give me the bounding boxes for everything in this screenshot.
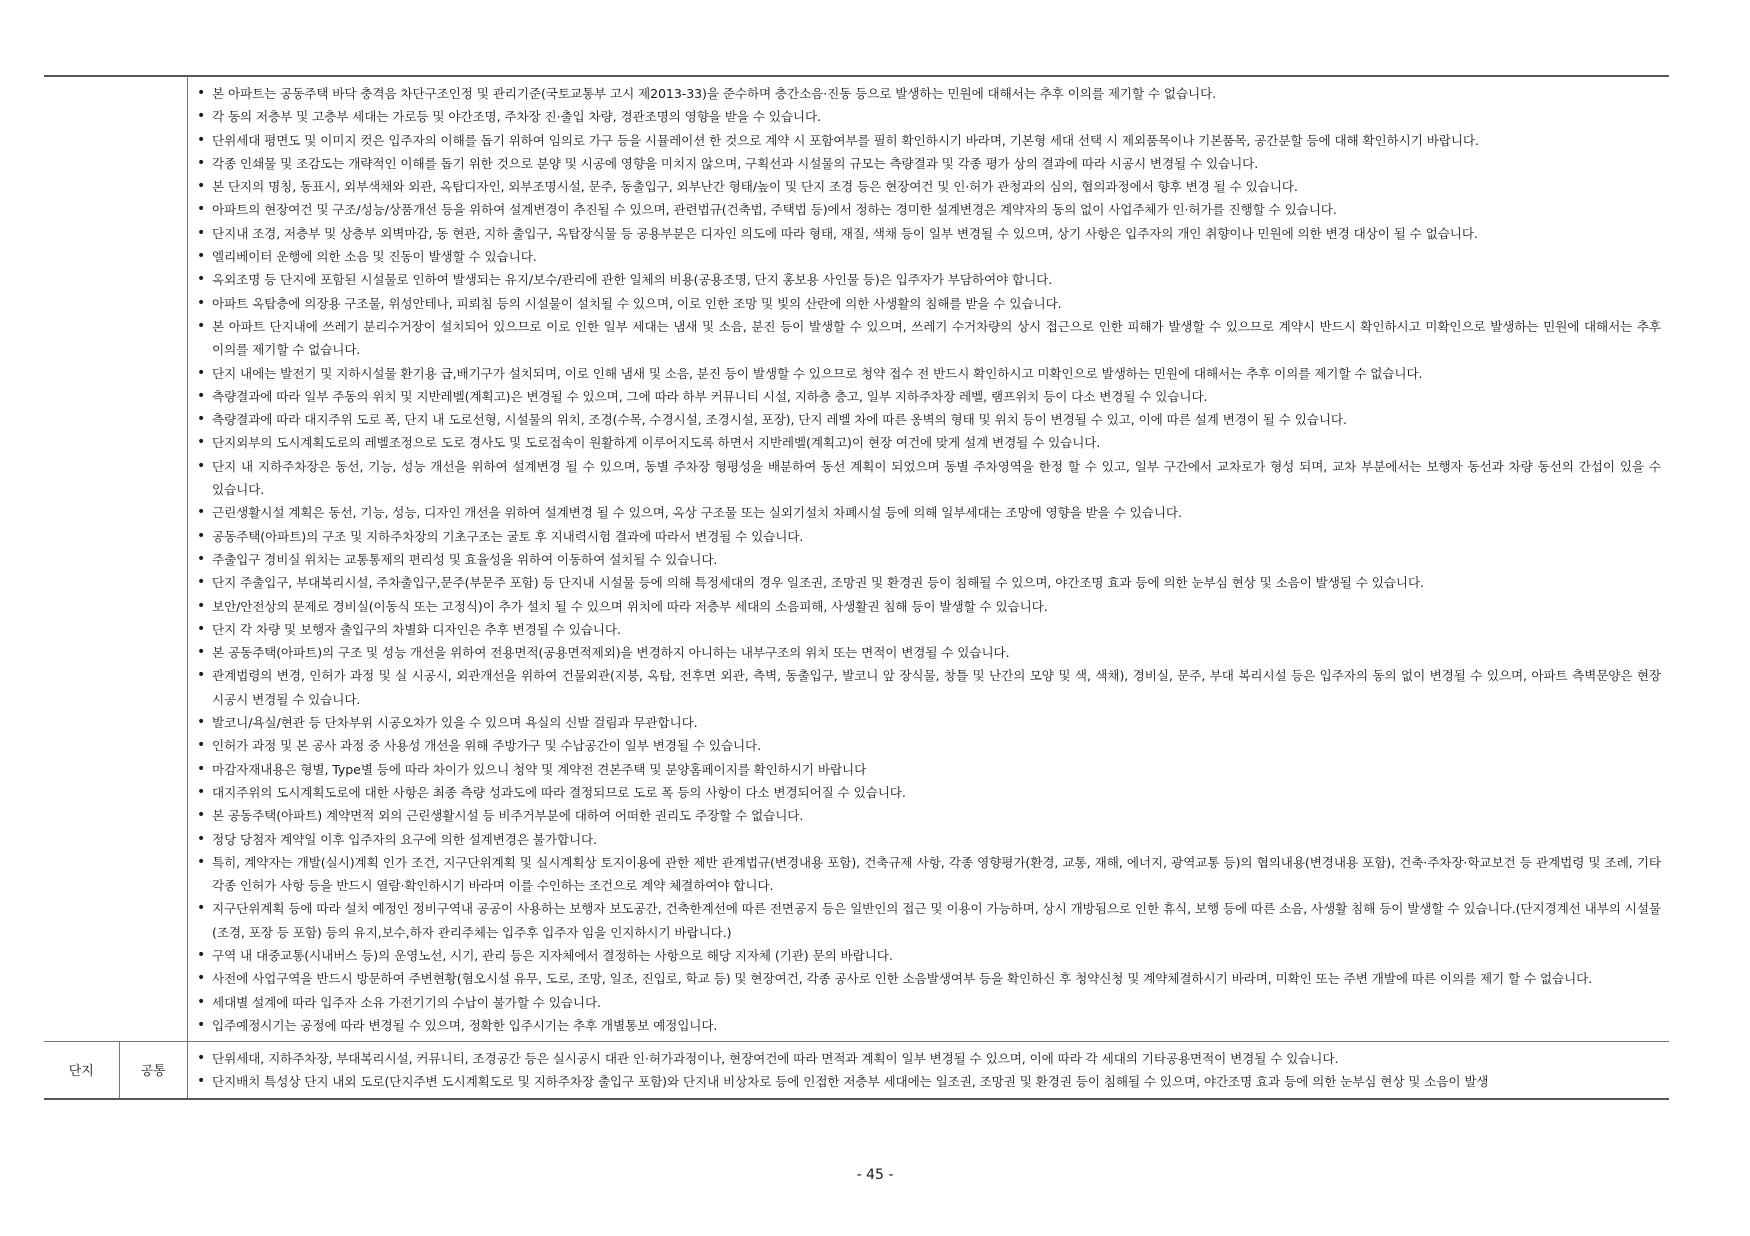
note-item: • 각종 인쇄물 및 조감도는 개략적인 이해를 돕기 위한 것으로 분양 및 시공에 영향을 미치지 않으며, 구획선과 시설물의 규모는 측량결과 및 각종 평가 상의 결과에 따라 시공시 변경될 수 있습니다. [197,152,1669,175]
note-item: • 단지 각 차량 및 보행자 출입구의 차별화 디자인은 추후 변경될 수 있습니다. [197,618,1669,641]
note-item: • 단지외부의 도시계획도로의 레벨조정으로 도로 경사도 및 도로접속이 원활하게 이루어지도록 하면서 지반레벨(계획고)이 현장 여건에 맞게 설계 변경될 수 있습니다. [197,431,1669,454]
notice-row-complex [44,1042,1669,1099]
note-item: • 단지 내 지하주차장은 동선, 기능, 성능 개선을 위하여 설계변경 될 수 있으며, 동별 주차장 형평성을 배분하여 동선 계획이 되었으며 동별 주차영역을 한정 할 수 있고, 일부 구간에서 교차로가 형성 되며, 교차 부분에서는 보행자 동선과 차량 동선의 간섭이 있을 수 있습니다. [197,455,1669,502]
note-item: • 지구단위계획 등에 따라 설치 예정인 정비구역내 공공이 사용하는 보행자 보도공간, 건축한계선에 따른 전면공지 등은 일반인의 접근 및 이용이 가능하며, 상시 개방됨으로 인한 휴식, 보행 등에 따른 소음, 사생활 침해 등이 발생할 수 있습니다.(단지경계선 내부의 시설물(조경, 포장 등 포함) 등의 유지,보수,하자 관리주체는 입주후 입주자 임을 인지하시기 바랍니다.) [197,897,1669,944]
note-item: • 대지주위의 도시계획도로에 대한 사항은 최종 측량 성과도에 따라 결정되므로 도로 폭 등의 사항이 다소 변경되어질 수 있습니다. [197,781,1669,804]
note-item: • 본 아파트는 공동주택 바닥 충격음 차단구조인정 및 관리기준(국토교통부 고시 제2013-33)을 준수하며 층간소음·진동 등으로 발생하는 민원에 대해서는 추후 이의를 제기할 수 없습니다. [197,82,1669,105]
note-item: • 근린생활시설 계획은 동선, 기능, 성능, 디자인 개선을 위하여 설계변경 될 수 있으며, 옥상 구조물 또는 실외기설치 차폐시설 등에 의해 일부세대는 조망에 영향을 받을 수 있습니다. [197,501,1669,524]
note-item: • 아파트 옥탑층에 의장용 구조물, 위성안테나, 피뢰침 등의 시설물이 설치될 수 있으며, 이로 인한 조망 및 빛의 산란에 의한 사생활의 침해를 받을 수 있습니다. [197,292,1669,315]
note-item: • 단지 내에는 발전기 및 지하시설물 환기용 급,배기구가 설치되며, 이로 인해 냄새 및 소음, 분진 등이 발생할 수 있으므로 청약 접수 전 반드시 확인하시고 미확인으로 발생하는 민원에 대해서는 추후 이의를 제기할 수 없습니다. [197,362,1669,385]
note-item: • 사전에 사업구역을 반드시 방문하여 주변현황(혐오시설 유무, 도로, 조망, 일조, 진입로, 학교 등) 및 현장여건, 각종 공사로 인한 소음발생여부 등을 확인하신 후 청약신청 및 계약체결하시기 바라며, 미확인 또는 주변 개발에 따른 이의를 제기 할 수 없습니다. [197,967,1669,990]
note-item: • 마감자재내용은 형별, Type별 등에 따라 차이가 있으니 청약 및 계약전 견본주택 및 분양홈페이지를 확인하시기 바랍니다 [197,758,1669,781]
complex-notes-cell [188,1042,1670,1099]
note-item: • 발코니/욕실/현관 등 단차부위 시공오차가 있을 수 있으며 욕실의 신발 걸림과 무관합니다. [197,711,1669,734]
note-item: • 관계법령의 변경, 인허가 과정 및 실 시공시, 외관개선을 위하여 건물외관(지붕, 옥탑, 전후면 외관, 측벽, 동출입구, 발코니 앞 장식물, 창틀 및 난간의 모양 및 색, 색채), 경비실, 문주, 부대 복리시설 등은 입주자의 동의 없이 변경될 수 있으며, 아파트 측벽문양은 현장 시공시 변경될 수 있습니다. [197,664,1669,711]
notes-list [188,77,1669,1041]
complex-notes-list [188,1042,1669,1098]
subcategory-cell-empty [119,76,188,1042]
notes-cell [188,76,1670,1042]
category-cell-empty [44,76,119,1042]
note-item: • 본 단지의 명칭, 동표시, 외부색채와 외관, 옥탑디자인, 외부조명시설, 문주, 동출입구, 외부난간 형태/높이 및 단지 조경 등은 현장여건 및 인·허가 관청과의 심의, 협의과정에서 향후 변경 될 수 있습니다. [197,175,1669,198]
subcategory-cell: 공통 [119,1042,188,1099]
note-item: • 단위세대, 지하주차장, 부대복리시설, 커뮤니티, 조경공간 등은 실시공시 대관 인·허가과정이나, 현장여건에 따라 면적과 계획이 일부 변경될 수 있으며, 이에 따라 각 세대의 기타공용면적이 변경될 수 있습니다. [197,1047,1669,1070]
note-item: • 특히, 계약자는 개발(실시)계획 인가 조건, 지구단위계획 및 실시계획상 토지이용에 관한 제반 관계법규(변경내용 포함), 건축규제 사항, 각종 영향평가(환경, 교통, 재해, 에너지, 광역교통 등)의 협의내용(변경내용 포함), 건축·주차장·학교보건 등 관계법령 및 조례, 기타 각종 인허가 사항 등을 반드시 열람·확인하시기 바라며 이를 수인하는 조건으로 계약 체결하여야 합니다. [197,851,1669,898]
note-item: • 본 공동주택(아파트)의 구조 및 성능 개선을 위하여 전용면적(공용면적제외)을 변경하지 아니하는 내부구조의 위치 또는 면적이 변경될 수 있습니다. [197,641,1669,664]
note-item: • 공동주택(아파트)의 구조 및 지하주차장의 기초구조는 굴토 후 지내력시험 결과에 따라서 변경될 수 있습니다. [197,525,1669,548]
note-item: • 세대별 설계에 따라 입주자 소유 가전기기의 수납이 불가할 수 있습니다. [197,991,1669,1014]
note-item: • 입주예정시기는 공정에 따라 변경될 수 있으며, 정확한 입주시기는 추후 개별통보 예정입니다. [197,1014,1669,1037]
note-item: • 본 아파트 단지내에 쓰레기 분리수거장이 설치되어 있으므로 이로 인한 일부 세대는 냄새 및 소음, 분진 등이 발생할 수 있으며, 쓰레기 수거차량의 상시 접근으로 인한 피해가 발생할 수 있으므로 계약시 반드시 확인하시고 미확인으로 발생하는 민원에 대해서는 추후 이의를 제기할 수 없습니다. [197,315,1669,362]
notice-row-general [44,76,1669,1042]
note-item: • 본 공동주택(아파트) 계약면적 외의 근린생활시설 등 비주거부분에 대하여 어떠한 권리도 주장할 수 없습니다. [197,804,1669,827]
note-item: • 엘리베이터 운행에 의한 소음 및 진동이 발생할 수 있습니다. [197,245,1669,268]
note-item: • 단위세대 평면도 및 이미지 컷은 입주자의 이해를 돕기 위하여 임의로 가구 등을 시뮬레이션 한 것으로 계약 시 포함여부를 필히 확인하시기 바라며, 기본형 세대 선택 시 제외품목이나 기본품목, 공간분할 등에 대해 확인하시기 바랍니다. [197,129,1669,152]
note-item: • 각 동의 저층부 및 고층부 세대는 가로등 및 야간조명, 주차장 진·출입 차량, 경관조명의 영향을 받을 수 있습니다. [197,105,1669,128]
category-cell: 단지 [44,1042,119,1099]
note-item: • 아파트의 현장여건 및 구조/성능/상품개선 등을 위하여 설계변경이 추진될 수 있으며, 관련법규(건축법, 주택법 등)에서 정하는 경미한 설계변경은 계약자의 동의 없이 사업주체가 인·허가를 진행할 수 있습니다. [197,198,1669,221]
page-number: - 45 - [856,1167,894,1183]
note-item: • 정당 당첨자 계약일 이후 입주자의 요구에 의한 설계변경은 불가합니다. [197,828,1669,851]
note-item: • 측량결과에 따라 일부 주동의 위치 및 지반레벨(계획고)은 변경될 수 있으며, 그에 따라 하부 커뮤니티 시설, 지하층 층고, 일부 지하주차장 레벨, 램프위치 등이 다소 변경될 수 있습니다. [197,385,1669,408]
note-item: • 단지내 조경, 저층부 및 상층부 외벽마감, 동 현관, 지하 출입구, 옥탑장식물 등 공용부분은 디자인 의도에 따라 형태, 재질, 색채 등이 일부 변경될 수 있으며, 상기 사항은 입주자의 개인 취향이나 민원에 의한 변경 대상이 될 수 없습니다. [197,222,1669,245]
note-item: • 단지배치 특성상 단지 내외 도로(단지주변 도시계획도로 및 지하주차장 출입구 포함)와 단지내 비상차로 등에 인접한 저층부 세대에는 일조권, 조망권 및 환경권 등이 침해될 수 있으며, 야간조명 효과 등에 의한 눈부심 현상 및 소음이 발생 [197,1070,1669,1093]
note-item: • 보안/안전상의 문제로 경비실(이동식 또는 고정식)이 추가 설치 될 수 있으며 위치에 따라 저층부 세대의 소음피해, 사생활권 침해 등이 발생할 수 있습니다. [197,595,1669,618]
note-item: • 측량결과에 따라 대지주위 도로 폭, 단지 내 도로선형, 시설물의 위치, 조경(수목, 수경시설, 조경시설, 포장), 단지 레벨 차에 따른 옹벽의 형태 및 위치 등이 변경될 수 있고, 이에 따른 설계 변경이 될 수 있습니다. [197,408,1669,431]
note-item: • 인허가 과정 및 본 공사 과정 중 사용성 개선을 위해 주방가구 및 수납공간이 일부 변경될 수 있습니다. [197,734,1669,757]
note-item: • 주출입구 경비실 위치는 교통통제의 편리성 및 효율성을 위하여 이동하여 설치될 수 있습니다. [197,548,1669,571]
note-item: • 구역 내 대중교통(시내버스 등)의 운영노선, 시기, 관리 등은 지자체에서 결정하는 사항으로 해당 지자체 (기관) 문의 바랍니다. [197,944,1669,967]
note-item: • 단지 주출입구, 부대복리시설, 주차출입구,문주(부문주 포함) 등 단지내 시설물 등에 의해 특정세대의 경우 일조권, 조망권 및 환경권 등이 침해될 수 있으며, 야간조명 효과 등에 의한 눈부심 현상 및 소음이 발생될 수 있습니다. [197,571,1669,594]
note-item: • 옥외조명 등 단지에 포함된 시설물로 인하여 발생되는 유지/보수/관리에 관한 일체의 비용(공용조명, 단지 홍보용 사인물 등)은 입주자가 부담하여야 합니다. [197,268,1669,291]
notice-table [44,75,1669,1100]
